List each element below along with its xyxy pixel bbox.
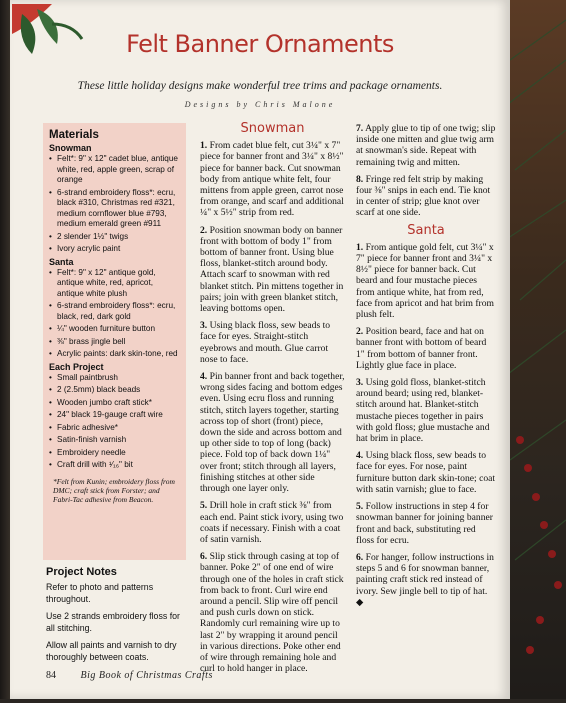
snowman-materials-list bbox=[49, 154, 180, 255]
step-number: 3. bbox=[356, 377, 364, 389]
instruction-step bbox=[356, 450, 496, 495]
step-number: 2. bbox=[200, 224, 208, 236]
list-item: • 6-strand embroidery floss*: ecru, black #310, Christmas red #321, medium cornflower blue #793, medium emerald green #911 bbox=[49, 188, 180, 230]
project-note-paragraph: Use 2 strands embroidery floss for all stitching. bbox=[46, 611, 180, 633]
instruction-step bbox=[200, 551, 345, 674]
step-number: 8. bbox=[356, 173, 364, 185]
list-item: • 2 (2.5mm) black beads bbox=[49, 385, 180, 396]
instruction-step bbox=[356, 242, 496, 320]
instruction-step bbox=[356, 501, 496, 546]
instruction-step bbox=[200, 500, 345, 545]
step-number: 6. bbox=[200, 551, 208, 563]
project-note-paragraph: Allow all paints and varnish to dry thoroughly between coats. bbox=[46, 640, 177, 662]
step-text: Apply glue to tip of one twig; slip inside one mitten and glue twig arm at snowman's side. Repeat with remaining twig and mitten. bbox=[356, 123, 496, 168]
step-text: From antique gold felt, cut 3¼" x 7" piece for banner front and 3¼" x 8½" piece for banner back. Cut beard and four mustache pieces from antique white, hat from red, face from apricot and hat brim from plush felt. bbox=[356, 241, 494, 321]
instruction-step bbox=[356, 552, 496, 608]
step-number: 4. bbox=[200, 371, 208, 383]
list-item: • 6-strand embroidery floss*: ecru, black, red, dark gold bbox=[49, 301, 180, 322]
step-text: From cadet blue felt, cut 3¼" x 7" piece for banner front and 3¼" x 8½" piece for banner back. Cut snowman body from antique white felt, four mittens from apple green, carrot nose from orange, and scarf and additional ¼" x 5½" strip from red. bbox=[200, 140, 344, 219]
step-number: 1. bbox=[356, 241, 364, 253]
project-note-paragraph: Refer to photo and patterns throughout. bbox=[46, 582, 154, 604]
step-text: Fringe red felt strip by making four ⅜" snips in each end. Tie knot in center of strip; glue knot over scarf at one side. bbox=[356, 173, 491, 219]
list-item: • 2 slender 1½" twigs bbox=[49, 232, 180, 243]
list-item: • Felt*: 9" x 12" antique gold, antique white, red, apricot, antique white plush bbox=[49, 268, 180, 300]
step-number: 1. bbox=[200, 140, 208, 152]
instruction-step bbox=[200, 225, 345, 315]
step-text: Position snowman body on banner front with bottom of body 1" from bottom of banner front. Using blue floss, blanket-stitch around body. Attach scarf to snowman with red blanket stitch. Pin mittens together in pairs; join with green blanket stitch, leaving bottoms open. bbox=[200, 224, 344, 315]
instruction-step bbox=[200, 140, 345, 218]
instruction-step bbox=[356, 326, 496, 371]
step-text: Slip stick through casing at top of banner. Poke 2" of one end of wire through one of the holes in craft stick from back to front. Curl wire end around a pencil. Slip wire off pencil and push curls down on stick. Randomly curl remaining wire up to last 2" by wrapping it around pencil in various directions. Poke other end of wire through remaining hole and curl to hold hanger in place. bbox=[200, 551, 344, 675]
page-number: 84 bbox=[46, 670, 56, 681]
step-number: 4. bbox=[356, 450, 364, 462]
snowman-heading: Snowman bbox=[240, 121, 305, 136]
step-number: 5. bbox=[356, 501, 364, 513]
snowman-instructions-column bbox=[200, 123, 345, 680]
designer-credit: Designs by Chris Malone bbox=[184, 100, 336, 109]
list-item: • Acrylic paints: dark skin-tone, red bbox=[49, 349, 180, 360]
each-project-list bbox=[49, 373, 180, 471]
step-text: For hanger, follow instructions in steps 5 and 6 for snowman banner, painting craft stick red instead of ivory. Sew jingle bell to tip of hat. ◆ bbox=[356, 551, 494, 608]
list-item: • Wooden jumbo craft stick* bbox=[49, 398, 180, 409]
instruction-step bbox=[356, 377, 496, 444]
step-number: 5. bbox=[200, 500, 208, 512]
list-item: • Fabric adhesive* bbox=[49, 423, 180, 434]
list-item: • Satin-finish varnish bbox=[49, 435, 180, 446]
materials-heading: Materials bbox=[49, 129, 99, 141]
santa-materials-list bbox=[49, 268, 180, 360]
santa-heading: Santa bbox=[407, 222, 445, 238]
snowman-materials-heading: Snowman bbox=[49, 143, 92, 153]
step-number: 7. bbox=[356, 123, 364, 134]
list-item: • Embroidery needle bbox=[49, 448, 180, 459]
step-text: Drill hole in craft stick ⅜" from each end. Paint stick ivory, using two coats if necessary. Finish with a coat of satin varnish. bbox=[200, 500, 344, 545]
list-item: • Craft drill with ¹⁄₁₆" bit bbox=[49, 460, 180, 471]
each-project-heading: Each Project bbox=[49, 361, 104, 372]
step-text: Using black floss, sew beads to face for eyes. Straight-stitch eyebrows and mouth. Glue carrot nose to face. bbox=[200, 320, 331, 365]
step-text: Using black floss, sew beads to face for eyes. For nose, paint furniture button dark skin-tone; coat with satin varnish; glue to face. bbox=[356, 450, 496, 495]
list-item: • Ivory acrylic paint bbox=[49, 244, 180, 255]
step-text: Using gold floss, blanket-stitch around beard; using red, blanket-stitch around hat. Blanket-stitch mustache pieces together in pairs with gold floss; glue mustache and hat brim in place. bbox=[356, 377, 490, 445]
project-notes-heading: Project Notes bbox=[46, 566, 117, 578]
materials-box bbox=[43, 123, 186, 560]
list-item: • Felt*: 9" x 12" cadet blue, antique white, red, apple green, scrap of orange bbox=[49, 154, 180, 186]
page-title: Felt Banner Ornaments bbox=[126, 30, 394, 58]
list-item: • 24" black 19-gauge craft wire bbox=[49, 410, 180, 421]
list-item: • ¼" wooden furniture button bbox=[49, 324, 180, 335]
page-footer bbox=[46, 670, 213, 681]
step-number: 3. bbox=[200, 320, 208, 332]
instruction-step bbox=[200, 371, 345, 494]
step-text: Pin banner front and back together, wrong sides facing and bottom edges even. Using ecru floss and running stitch, stitch layers together, starting across top of short (front) piece, down the side and across bottom and up other side to top of long (back) piece. Fold top of back down 1¼" over front; stitch through all layers, finishing stitches at other side through one layer only. bbox=[200, 371, 345, 495]
instruction-step bbox=[356, 123, 496, 168]
step-text: Position beard, face and hat on banner front with bottom of beard 1" from bottom of banner front. Lightly glue face in place. bbox=[356, 326, 487, 371]
step-number: 6. bbox=[356, 551, 364, 563]
instruction-step bbox=[200, 320, 345, 365]
project-notes bbox=[46, 566, 186, 669]
santa-instructions-column bbox=[356, 123, 496, 614]
step-number: 2. bbox=[356, 326, 364, 338]
santa-materials-heading: Santa bbox=[49, 256, 74, 267]
list-item: • ⅜" brass jingle bell bbox=[49, 337, 180, 348]
list-item: • Small paintbrush bbox=[49, 373, 180, 384]
instruction-step bbox=[356, 174, 496, 219]
book-title: Big Book of Christmas Crafts bbox=[80, 670, 213, 681]
step-text: Follow instructions in step 4 for snowman banner for joining banner front and back, substituting red floss for ecru. bbox=[356, 501, 493, 546]
page-subtitle: These little holiday designs make wonderful tree trims and package ornaments. bbox=[77, 80, 443, 92]
supplier-note: *Felt from Kunin; embroidery floss from DMC; craft stick from Forster; and Fabri-Tac adhesive from Beacon. bbox=[53, 476, 175, 504]
